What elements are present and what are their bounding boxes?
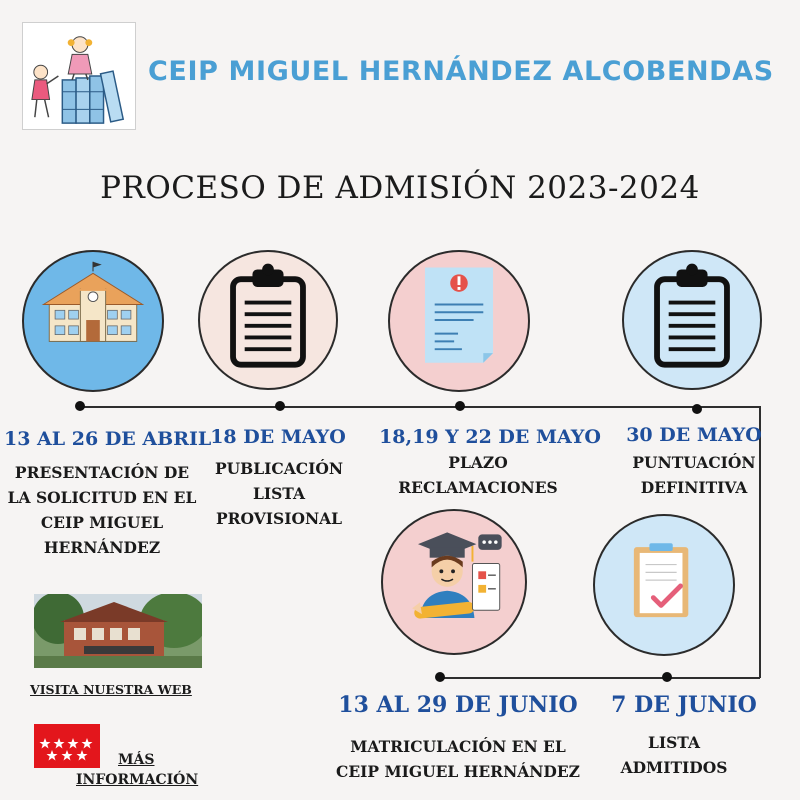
timeline-line-right bbox=[759, 406, 761, 678]
step-3-desc: PLAZO RECLAMACIONES bbox=[398, 453, 558, 497]
step-6-circle bbox=[381, 509, 527, 655]
school-photo-image bbox=[34, 594, 202, 668]
timeline-dot-2 bbox=[275, 401, 285, 411]
step-6-desc: MATRICULACIÓN EN EL CEIP MIGUEL HERNÁNDEZ bbox=[336, 737, 580, 781]
step-4-circle bbox=[622, 250, 762, 390]
clipboard-icon bbox=[624, 252, 760, 388]
school-logo bbox=[22, 22, 136, 130]
document-alert-icon bbox=[390, 252, 528, 390]
timeline-line-top bbox=[80, 406, 760, 408]
page-title: PROCESO DE ADMISIÓN 2023-2024 bbox=[100, 170, 700, 206]
clipboard-icon bbox=[200, 252, 336, 388]
step-2-desc: PUBLICACIÓN LISTA PROVISIONAL bbox=[214, 459, 344, 528]
madrid-flag-icon[interactable] bbox=[34, 724, 100, 768]
flag-stars-icon bbox=[34, 724, 100, 768]
timeline-dot-6 bbox=[435, 672, 445, 682]
step-3-circle bbox=[388, 250, 530, 392]
step-2-date: 18 DE MAYO bbox=[210, 426, 346, 448]
timeline-dot-3 bbox=[455, 401, 465, 411]
step-1-circle bbox=[22, 250, 164, 392]
children-on-books-icon bbox=[23, 23, 135, 129]
timeline-dot-4 bbox=[692, 404, 702, 414]
step-4-desc: PUNTUACIÓN DEFINITIVA bbox=[632, 453, 756, 497]
step-4-date: 30 DE MAYO bbox=[626, 424, 762, 446]
more-info-link-line2[interactable]: INFORMACIÓN bbox=[76, 772, 199, 788]
step-3-date: 18,19 Y 22 DE MAYO bbox=[379, 426, 601, 448]
school-building-icon bbox=[24, 252, 162, 390]
checked-clipboard-icon bbox=[595, 516, 733, 654]
timeline-line-bottom bbox=[440, 677, 760, 679]
step-6-date: 13 AL 29 DE JUNIO bbox=[338, 692, 578, 718]
graduate-student-icon bbox=[383, 511, 525, 653]
visit-web-link[interactable]: VISITA NUESTRA WEB bbox=[30, 682, 192, 697]
timeline-dot-1 bbox=[75, 401, 85, 411]
step-1-date: 13 AL 26 DE ABRIL bbox=[4, 428, 212, 450]
step-2-circle bbox=[198, 250, 338, 390]
step-1-desc: PRESENTACIÓN DE LA SOLICITUD EN EL CEIP MIGUEL HERNÁNDEZ bbox=[7, 463, 197, 557]
more-info-link-line1[interactable]: MÁS bbox=[118, 752, 155, 768]
school-photo[interactable] bbox=[34, 594, 202, 668]
step-5-circle bbox=[593, 514, 735, 656]
school-name: CEIP MIGUEL HERNÁNDEZ ALCOBENDAS bbox=[148, 56, 774, 87]
step-5-desc: LISTA ADMITIDOS bbox=[620, 733, 728, 777]
step-5-date: 7 DE JUNIO bbox=[611, 692, 757, 718]
timeline-dot-5 bbox=[662, 672, 672, 682]
